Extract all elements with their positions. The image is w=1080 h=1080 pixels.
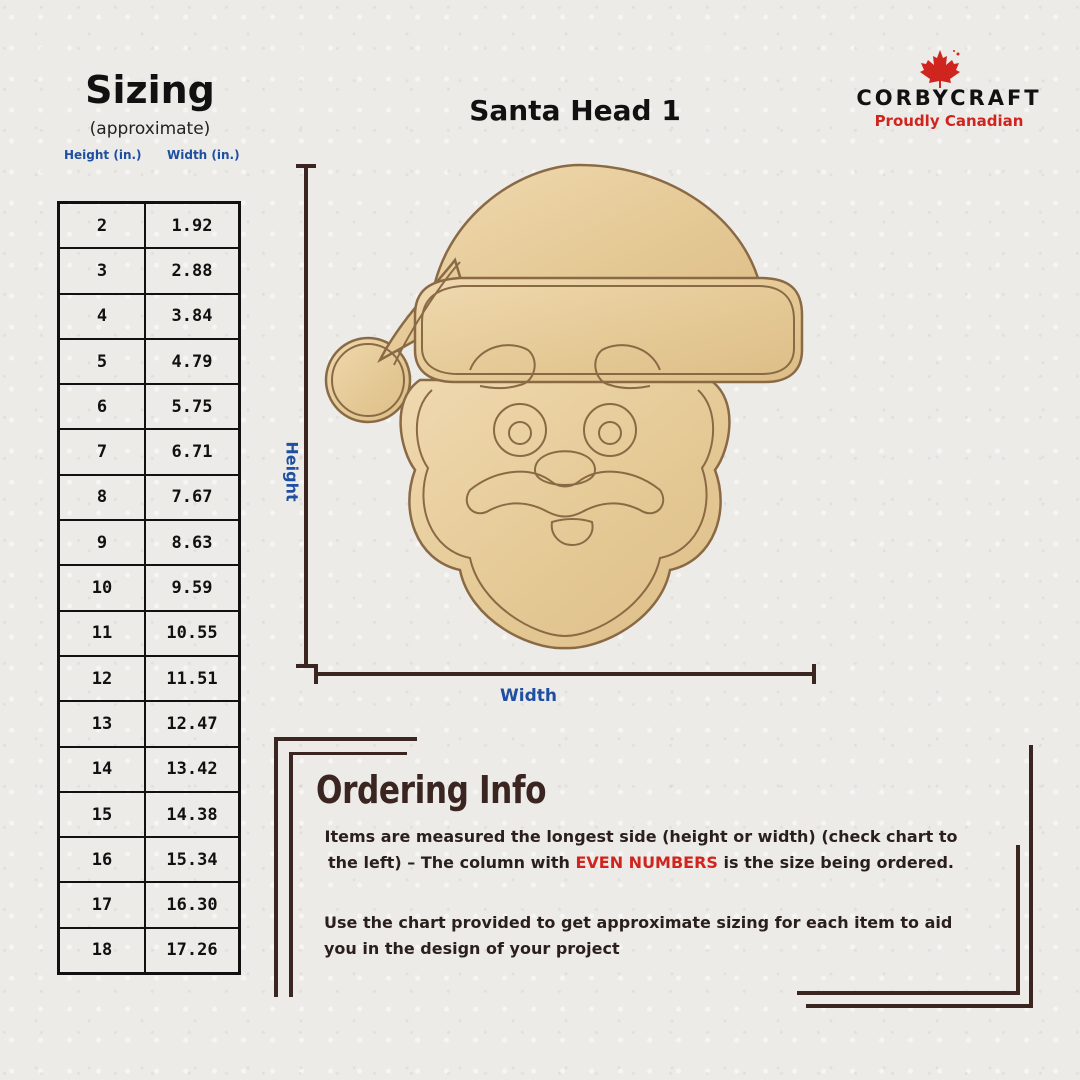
width-cell: 16.30 <box>145 882 240 927</box>
table-row <box>59 701 240 746</box>
ordering-info-title: Ordering Info <box>316 768 547 812</box>
frame-line <box>806 1004 1033 1008</box>
frame-line <box>1016 845 1020 995</box>
height-cell: 7 <box>59 429 146 474</box>
frame-line <box>274 737 278 997</box>
height-cell: 8 <box>59 475 146 520</box>
sizing-title: Sizing <box>85 68 215 112</box>
height-cell: 15 <box>59 792 146 837</box>
width-cell: 1.92 <box>145 203 240 249</box>
width-cell: 6.71 <box>145 429 240 474</box>
width-cell: 13.42 <box>145 747 240 792</box>
brand-name: CORBYCRAFT <box>856 86 1042 110</box>
table-row <box>59 928 240 974</box>
frame-line <box>797 991 1020 995</box>
width-cell: 3.84 <box>145 294 240 339</box>
height-cell: 9 <box>59 520 146 565</box>
width-cell: 11.51 <box>145 656 240 701</box>
frame-line <box>289 752 407 755</box>
width-dimension-label: Width <box>500 686 557 706</box>
height-cell: 11 <box>59 611 146 656</box>
height-cell: 5 <box>59 339 146 384</box>
height-cell: 6 <box>59 384 146 429</box>
width-cell: 17.26 <box>145 928 240 974</box>
ordering-text: is the size being ordered. <box>717 853 954 872</box>
brand-tagline: Proudly Canadian <box>874 112 1024 130</box>
even-numbers-highlight: EVEN NUMBERS <box>575 853 718 872</box>
width-cell: 4.79 <box>145 339 240 384</box>
width-cell: 9.59 <box>145 565 240 610</box>
width-cell: 2.88 <box>145 248 240 293</box>
table-row <box>59 384 240 429</box>
table-row <box>59 339 240 384</box>
frame-line <box>289 752 293 997</box>
table-row <box>59 203 240 249</box>
column-header-height: Height (in.) <box>64 148 142 162</box>
height-cell: 13 <box>59 701 146 746</box>
height-cell: 3 <box>59 248 146 293</box>
table-row <box>59 429 240 474</box>
table-row <box>59 565 240 610</box>
santa-head-product-image <box>320 150 810 660</box>
table-row <box>59 656 240 701</box>
width-cell: 10.55 <box>145 611 240 656</box>
width-cell: 14.38 <box>145 792 240 837</box>
frame-line <box>274 737 417 741</box>
column-header-width: Width (in.) <box>167 148 240 162</box>
table-row <box>59 248 240 293</box>
ordering-info-paragraph-2: Use the chart provided to get approximate sizing for each item to aid you in the design of your project <box>324 913 953 958</box>
width-cell: 5.75 <box>145 384 240 429</box>
height-cell: 4 <box>59 294 146 339</box>
table-row <box>59 611 240 656</box>
table-row <box>59 792 240 837</box>
table-row <box>59 882 240 927</box>
width-cell: 8.63 <box>145 520 240 565</box>
product-title: Santa Head 1 <box>469 94 681 127</box>
frame-line <box>1029 745 1033 1008</box>
height-cell: 17 <box>59 882 146 927</box>
width-cell: 7.67 <box>145 475 240 520</box>
sizing-table <box>57 201 241 975</box>
width-cell: 15.34 <box>145 837 240 882</box>
table-row <box>59 520 240 565</box>
height-cell: 2 <box>59 203 146 249</box>
height-cell: 12 <box>59 656 146 701</box>
width-cell: 12.47 <box>145 701 240 746</box>
table-row <box>59 294 240 339</box>
ordering-text: Items are measured the longest side (height or width) (check chart to the left) – The column with <box>324 827 958 872</box>
table-row <box>59 475 240 520</box>
table-row <box>59 837 240 882</box>
maple-leaf-icon <box>918 48 962 88</box>
height-cell: 16 <box>59 837 146 882</box>
height-dimension-label: Height <box>282 441 302 502</box>
height-cell: 10 <box>59 565 146 610</box>
height-cell: 14 <box>59 747 146 792</box>
table-row <box>59 747 240 792</box>
height-cell: 18 <box>59 928 146 974</box>
sizing-subtitle: (approximate) <box>89 119 211 139</box>
ordering-info-paragraph-1 <box>318 824 964 876</box>
